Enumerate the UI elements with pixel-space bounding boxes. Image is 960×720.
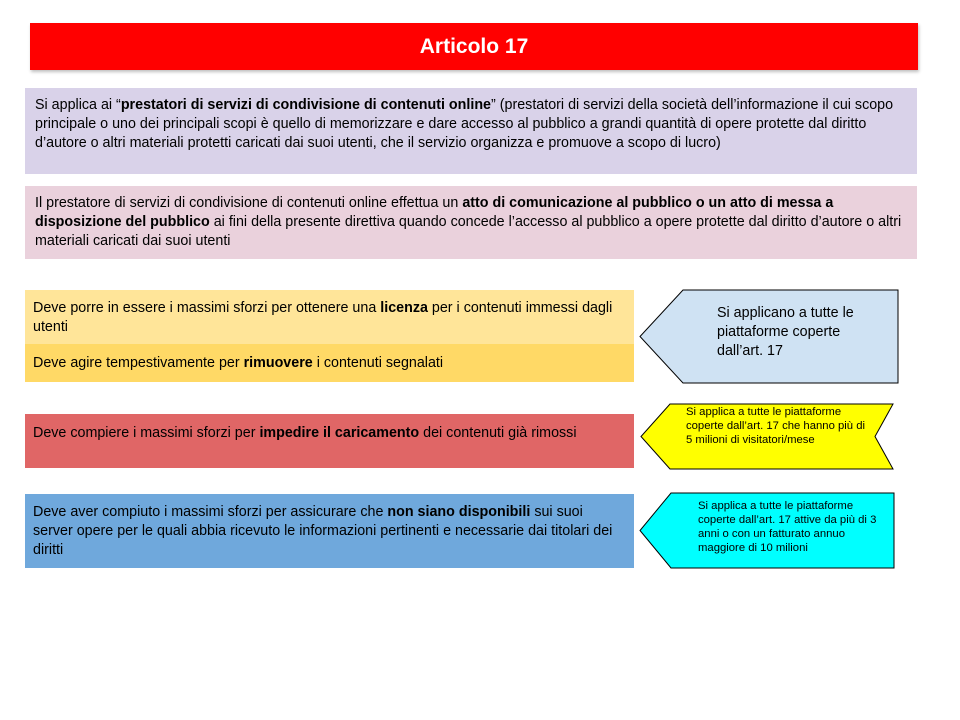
communication-text-after: ai fini della presente direttiva quando concede l’accesso al pubblico a opere protette dal diritto d’autore o altri materiali caricati dai suoi utenti <box>35 214 902 249</box>
scope-text-after: ” (prestatori di servizi della società dell’informazione il cui scopo principale o uno dei principali scopi è quello di memorizzare e dare accesso al pubblico a grandi quantità di opere protette dal diritto d’autore o altri materiali protetti caricati dai suoi utenti, che il servizio organizza e promuove a scopo di lucro) <box>35 97 894 151</box>
callout-text-all-platforms: Si applicano a tutte le piattaforme coperte dall’art. 17 <box>717 305 854 359</box>
scope-text-bold: prestatori di servizi di condivisione di contenuti online <box>120 97 492 113</box>
obligation-remove-before: Deve agire tempestivamente per <box>33 355 244 371</box>
callout-text-5-million: Si applica a tutte le piattaforme coperte dall’art. 17 che hanno più di 5 milioni di visitatori/mese <box>686 406 865 446</box>
communication-text-bold: atto di comunicazione al pubblico o un atto di messa a disposizione del pubblico <box>35 195 834 230</box>
obligation-notavail-bold: non siano disponibili <box>387 504 531 520</box>
obligation-prevent-bold: impedire il caricamento <box>259 425 420 441</box>
scope-text-before: Si applica ai “ <box>35 97 121 113</box>
obligation-prevent-before: Deve compiere i massimi sforzi per <box>33 425 260 441</box>
slide-title-text: Articolo 17 <box>419 34 529 58</box>
obligation-notavail-after: sui suoi server opere per le quali abbia ricevuto le informazioni pertinenti e necessarie dai titolari dei diritti <box>33 504 613 558</box>
obligation-remove-after: i contenuti segnalati <box>312 355 444 371</box>
obligation-license-before: Deve porre in essere i massimi sforzi per ottenere una <box>33 300 381 316</box>
obligation-license-after: per i contenuti immessi dagli utenti <box>33 300 613 335</box>
callout-text-3-years: Si applica a tutte le piattaforme coperte dall’art. 17 attive da più di 3 anni o con un fatturato annuo maggiore di 10 milioni <box>698 500 877 554</box>
obligation-license-bold: licenza <box>380 300 428 316</box>
communication-text-before: Il prestatore di servizi di condivisione di contenuti online effettua un <box>35 195 463 211</box>
obligation-prevent-after: dei contenuti già rimossi <box>419 425 577 441</box>
obligation-notavail-before: Deve aver compiuto i massimi sforzi per assicurare che <box>33 504 388 520</box>
obligation-remove-bold: rimuovere <box>243 355 313 371</box>
